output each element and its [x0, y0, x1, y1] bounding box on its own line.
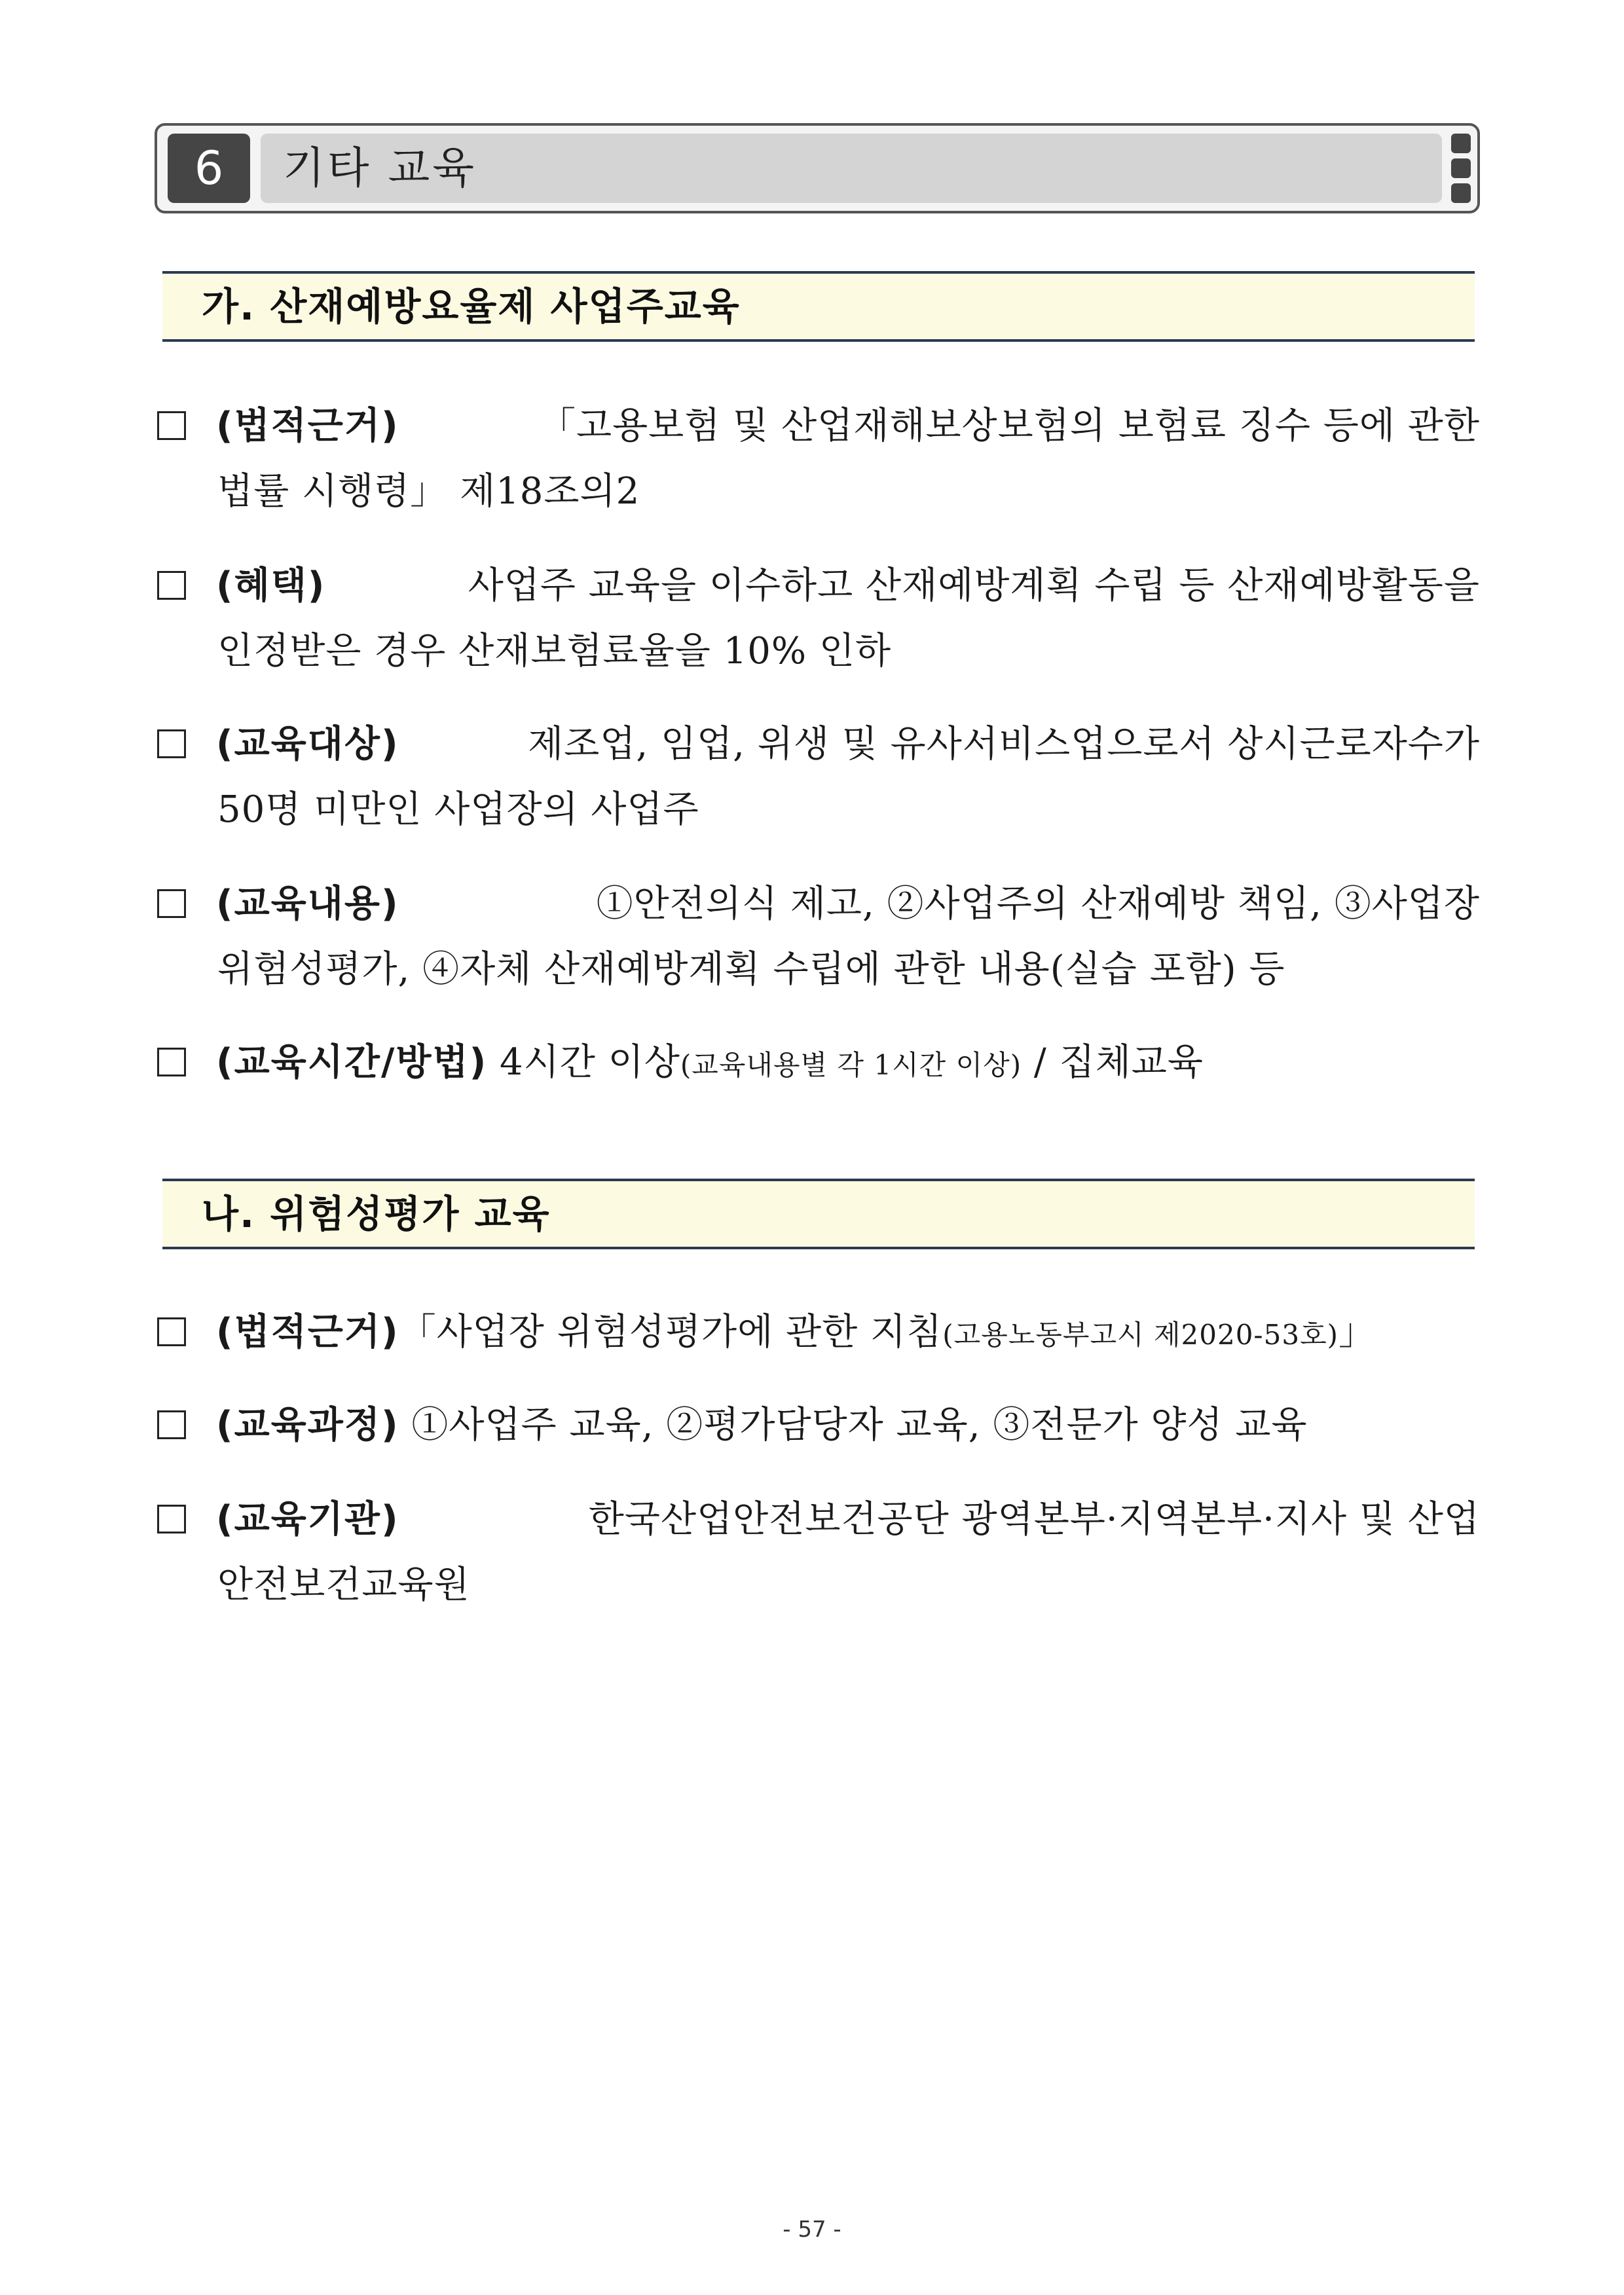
item-note: (고용노동부고시 제2020-53호) — [942, 1319, 1339, 1351]
chapter-title: 기타 교육 — [261, 134, 1442, 203]
item-term: (법적근거) — [216, 405, 399, 447]
checkbox-icon — [157, 411, 186, 440]
section-header — [162, 1179, 1475, 1249]
item-continuation: 인정받은 경우 산재보험료율을 10% 인하 — [217, 630, 892, 672]
item-continuation: 위험성평가, ④자체 산재예방계획 수립에 관한 내용(실습 포함) 등 — [217, 948, 1285, 991]
checkbox-icon — [157, 729, 186, 758]
item-text: ①안전의식 제고, ②사업주의 산재예방 책임, ③사업장 — [596, 883, 1480, 925]
item-continuation: 안전보건교육원 — [217, 1564, 470, 1606]
item-text: 사업주 교육을 이수하고 산재예방계획 수립 등 산재예방활동을 — [468, 564, 1480, 607]
item-continuation: 50명 미만인 사업장의 사업주 — [217, 788, 699, 831]
chapter-decoration — [1451, 134, 1471, 208]
item-term: (교육대상) — [216, 723, 399, 765]
item-term: (교육기관) — [216, 1498, 399, 1541]
checkbox-icon — [157, 1505, 186, 1533]
chapter-header — [155, 123, 1480, 213]
item-text: 한국산업안전보건공단 광역본부·지역본부·지사 및 산업 — [588, 1498, 1480, 1541]
item-text: 「사업장 위험성평가에 관한 지침 — [399, 1311, 943, 1353]
page-number: - 57 - — [783, 2216, 841, 2243]
item-text: 4시간 이상 — [500, 1041, 680, 1084]
checkbox-icon — [157, 1048, 186, 1076]
checkbox-icon — [157, 1410, 186, 1439]
item-text: 제조업, 임업, 위생 및 유사서비스업으로서 상시근로자수가 — [528, 723, 1480, 765]
item-tail: 」 — [1338, 1311, 1376, 1353]
section-title: 나. 위험성평가 교육 — [202, 1192, 551, 1236]
checkbox-icon — [157, 889, 186, 918]
section-title: 가. 산재예방요율제 사업주교육 — [202, 284, 741, 329]
item-term: (교육내용) — [216, 883, 399, 925]
checkbox-icon — [157, 1317, 186, 1346]
item-text: ①사업주 교육, ②평가담당자 교육, ③전문가 양성 교육 — [411, 1404, 1308, 1446]
item-term: (교육과정) — [216, 1404, 399, 1446]
item-term: (교육시간/방법) — [216, 1041, 488, 1084]
item-tail: / 집체교육 — [1022, 1041, 1204, 1084]
item-term: (법적근거) — [216, 1311, 399, 1353]
checkbox-icon — [157, 571, 186, 600]
item-note: (교육내용별 각 1시간 이상) — [680, 1049, 1022, 1081]
item-text: 「고용보험 및 산업재해보상보험의 보험료 징수 등에 관한 — [538, 405, 1480, 447]
section-header — [162, 271, 1475, 342]
item-term: (혜택) — [216, 564, 326, 607]
item-continuation: 법률 시행령」 제18조의2 — [217, 470, 640, 513]
chapter-number: 6 — [168, 134, 250, 203]
